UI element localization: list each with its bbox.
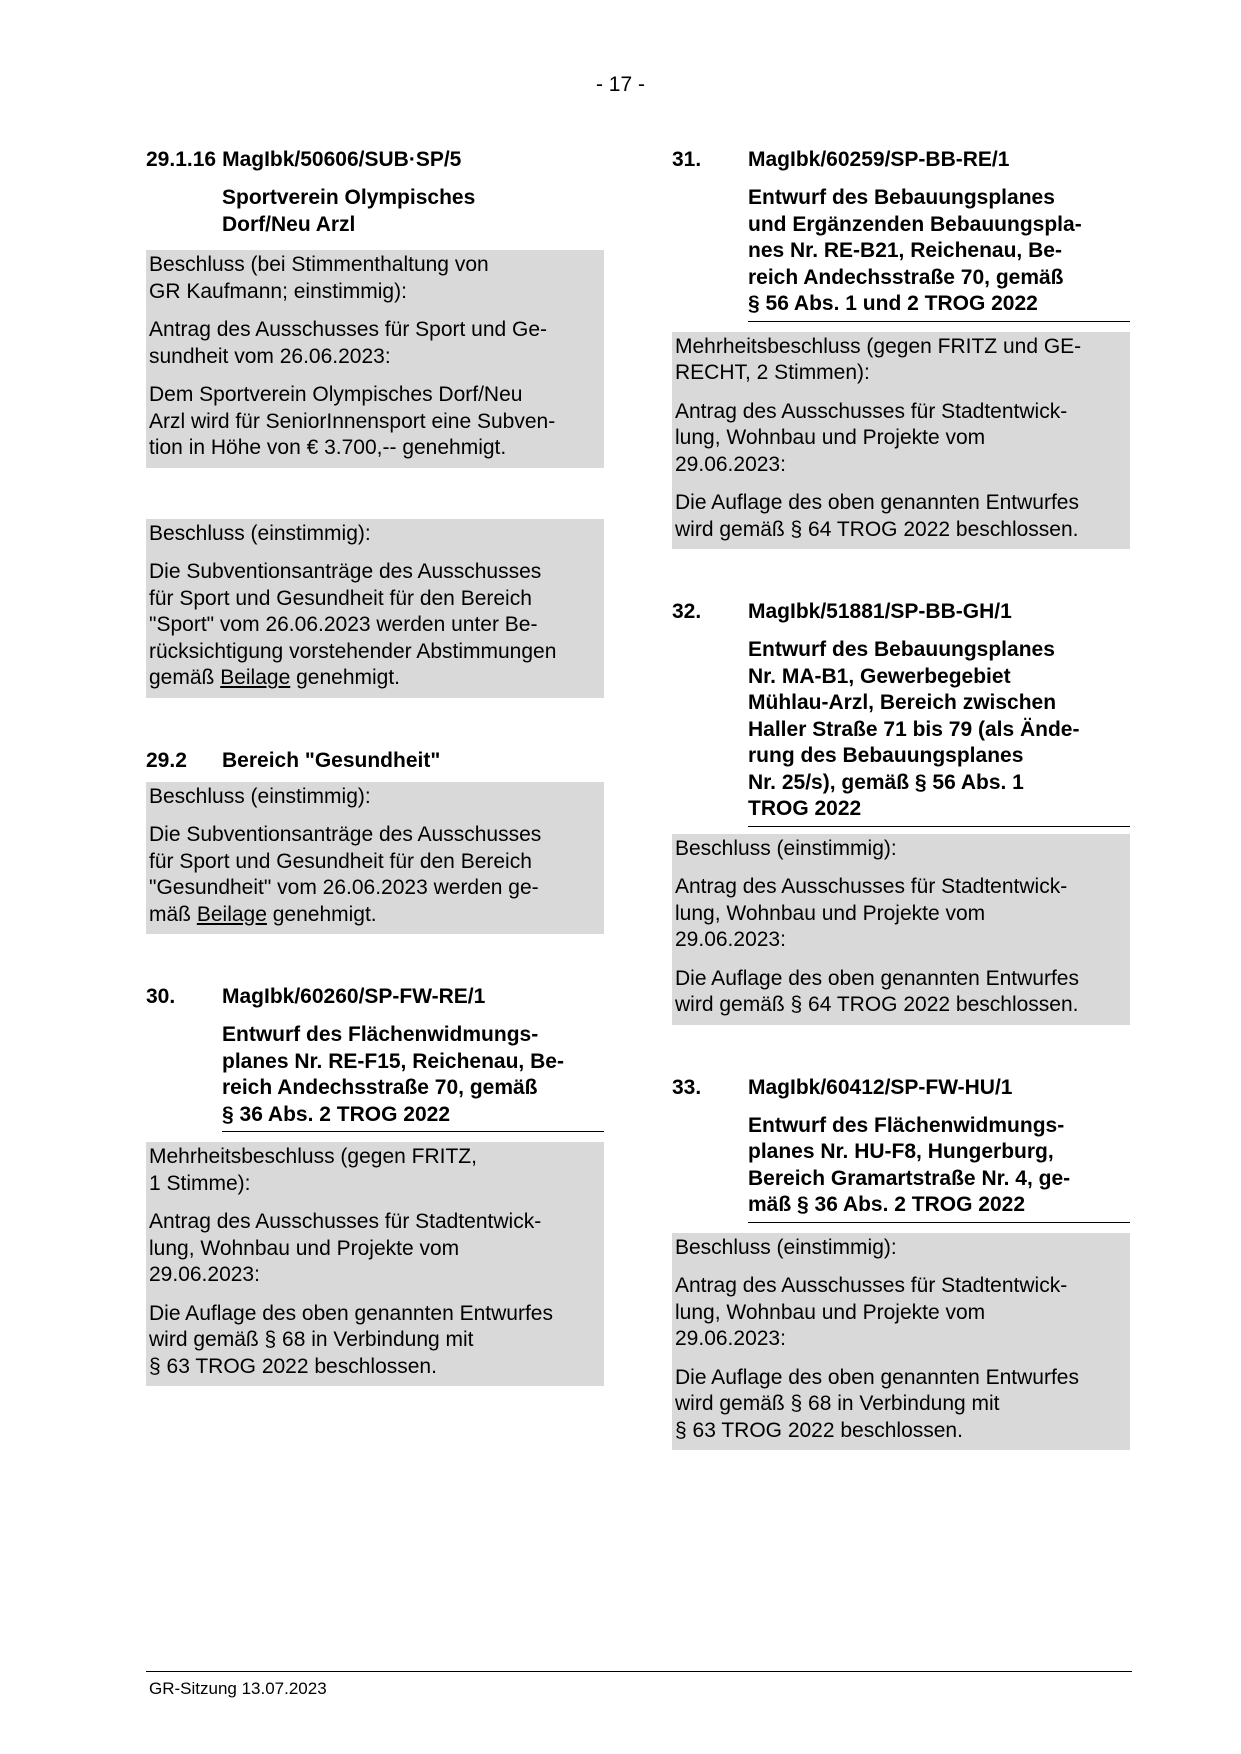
resolution-box: [146, 782, 604, 935]
item-subject: Sportverein Olympisches Dorf/Neu Arzl: [222, 186, 476, 236]
vote-text: Beschluss (einstimmig):: [675, 1235, 897, 1259]
vote-text: Beschluss (einstimmig):: [149, 784, 371, 808]
item-number: 30.: [146, 985, 176, 1008]
decision-text: Die Auflage des oben genannten Entwurfes wird gemäß § 68 in Verbindung mit § 63 TROG 2022 beschlossen.: [675, 1365, 1079, 1442]
agenda-item-33: [672, 1074, 1130, 1451]
motion-text: Antrag des Ausschusses für Stadtentwick- lung, Wohnbau und Projekte vom 29.06.2023:: [675, 875, 1068, 951]
decision-text: Die Auflage des oben genannten Entwurfes wird gemäß § 68 in Verbindung mit § 63 TROG 2022 beschlossen.: [149, 1301, 553, 1378]
resolution-box: [146, 1142, 604, 1386]
item-number: 33.: [672, 1075, 702, 1099]
resolution-box: [146, 250, 604, 468]
resolution-box-sport: [146, 519, 604, 698]
vote-text: Beschluss (einstimmig):: [675, 836, 897, 860]
item-title: MagIbk/50606/SUB·SP/5: [222, 148, 462, 171]
beilage-link[interactable]: Beilage: [196, 902, 267, 926]
agenda-item-32: [672, 598, 1130, 1025]
item-title: MagIbk/60260/SP-FW-RE/1: [222, 985, 486, 1008]
motion-text: Antrag des Ausschusses für Stadtentwick- lung, Wohnbau und Projekte vom 29.06.2023:: [675, 1274, 1068, 1350]
item-subject: Entwurf des Bebauungsplanes Nr. MA-B1, Gewerbegebiet Mühlau-Arzl, Bereich zwischen Haller Straße 71 bis 79 (als Ände- rung des Bebauungsplanes Nr. 25/s), gemäß § 56 Abs. 1 TROG 2022: [748, 637, 1130, 827]
item-subject: Entwurf des Flächenwidmungs- planes Nr. RE-F15, Reichenau, Be- reich Andechsstraße 70, gemäß § 36 Abs. 2 TROG 2022: [222, 1022, 604, 1132]
resolution-box: [672, 834, 1130, 1025]
motion-text: Antrag des Ausschusses für Stadtentwick- lung, Wohnbau und Projekte vom 29.06.2023:: [149, 1210, 542, 1286]
right-column: [672, 146, 1130, 1450]
agenda-item-29-1-16: [146, 146, 604, 468]
resolution-box: [672, 1233, 1130, 1451]
item-title: MagIbk/60412/SP-FW-HU/1: [748, 1075, 1013, 1099]
item-number: 32.: [672, 600, 702, 623]
vote-text: Mehrheitsbeschluss (gegen FRITZ und GE- RECHT, 2 Stimmen):: [675, 334, 1082, 384]
vote-text: Mehrheitsbeschluss (gegen FRITZ, 1 Stimme):: [149, 1145, 477, 1195]
item-title: MagIbk/51881/SP-BB-GH/1: [748, 600, 1012, 623]
footer-divider: [146, 1671, 1132, 1672]
page-number: - 17 -: [595, 73, 645, 96]
agenda-item-30: [146, 983, 604, 1386]
decision-text: Die Auflage des oben genannten Entwurfes wird gemäß § 64 TROG 2022 beschlossen.: [675, 491, 1079, 541]
item-number: 29.2: [146, 748, 187, 772]
motion-text: Antrag des Ausschusses für Stadtentwick- lung, Wohnbau und Projekte vom 29.06.2023:: [675, 399, 1068, 476]
decision-text: Die Subventionsanträge des Ausschusses für Sport und Gesundheit für den Bereich "Sport" vom 26.06.2023 werden unter Be- rücksichtigung vorstehender Abstimmungen gemäß Beilage genehmigt.: [149, 560, 557, 689]
resolution-box: [672, 332, 1130, 550]
item-number: 29.1.16: [146, 148, 217, 171]
vote-text: Beschluss (bei Stimmenthaltung von GR Kaufmann; einstimmig):: [149, 253, 489, 303]
agenda-item-29-2: [146, 747, 604, 935]
decision-text: Die Auflage des oben genannten Entwurfes wird gemäß § 64 TROG 2022 beschlossen.: [675, 966, 1079, 1016]
item-subject: Entwurf des Flächenwidmungs- planes Nr. HU-F8, Hungerburg, Bereich Gramartstraße Nr. 4, ge- mäß § 36 Abs. 2 TROG 2022: [748, 1113, 1130, 1223]
motion-text: Antrag des Ausschusses für Sport und Ge- sundheit vom 26.06.2023:: [149, 318, 548, 368]
item-subject: Entwurf des Bebauungsplanes und Ergänzenden Bebauungspla- nes Nr. RE-B21, Reichenau, Be- reich Andechsstraße 70, gemäß § 56 Abs. 1 und 2 TROG 2022: [748, 185, 1130, 322]
agenda-item-31: [672, 146, 1130, 549]
beilage-link[interactable]: Beilage: [220, 666, 291, 689]
item-title: Bereich "Gesundheit": [222, 748, 441, 772]
item-title: MagIbk/60259/SP-BB-RE/1: [748, 148, 1010, 171]
decision-text: Die Subventionsanträge des Ausschusses für Sport und Gesundheit für den Bereich "Gesundheit" vom 26.06.2023 werden ge- mäß Beilage genehmigt.: [149, 823, 542, 926]
item-number: 31.: [672, 148, 702, 171]
left-column: [146, 146, 604, 1386]
vote-text: Beschluss (einstimmig):: [149, 521, 371, 545]
decision-text: Dem Sportverein Olympisches Dorf/Neu Arzl wird für SeniorInnensport eine Subven- tion in Höhe von € 3.700,-- genehmigt.: [149, 383, 556, 459]
footer-text: GR-Sitzung 13.07.2023: [149, 1679, 327, 1698]
